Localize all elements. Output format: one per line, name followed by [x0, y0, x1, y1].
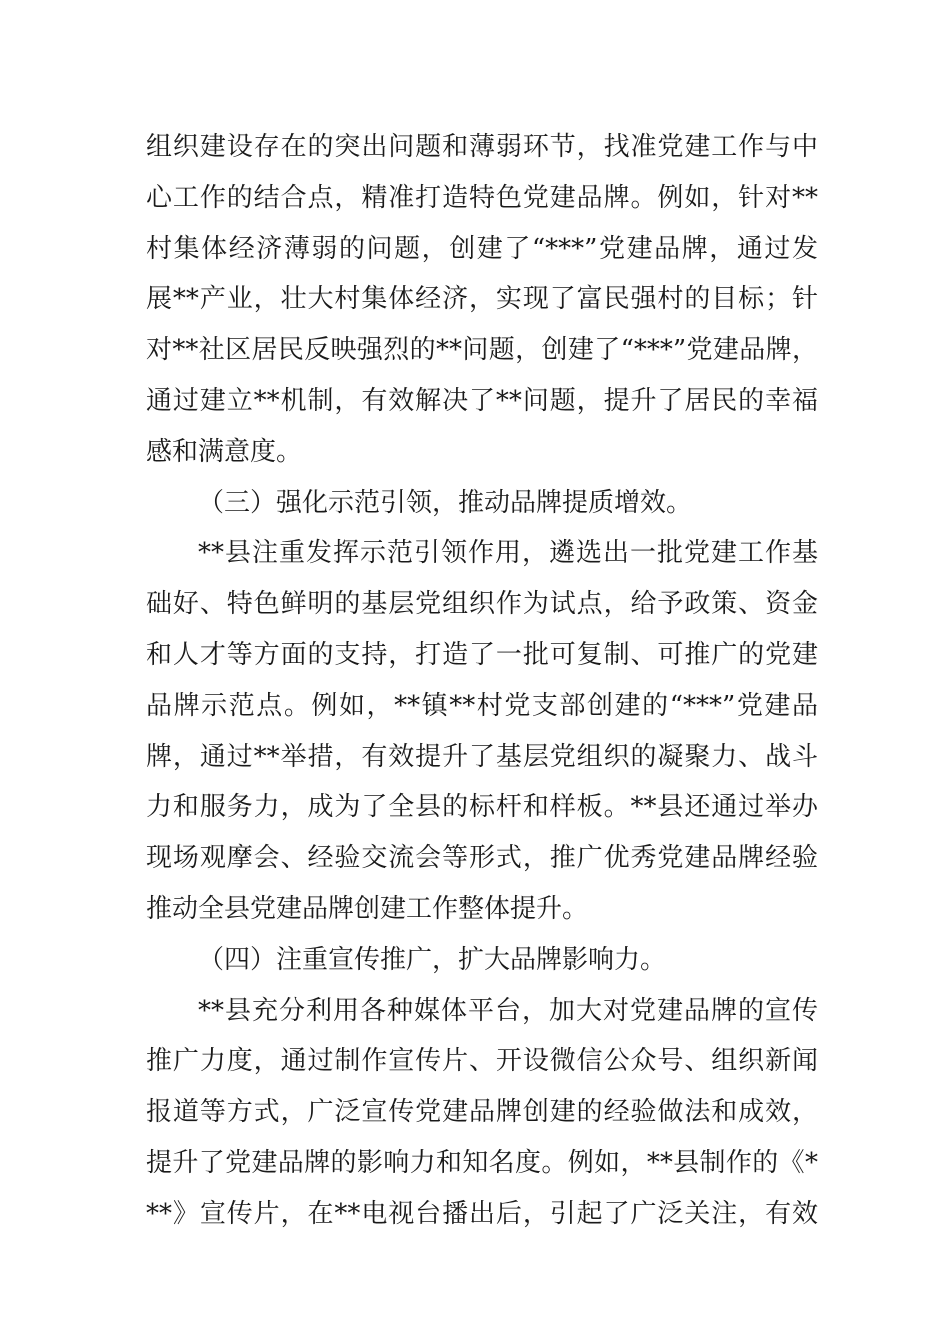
- text-line: 品牌示范点。例如，**镇**村党支部创建的“***”党建品: [146, 690, 818, 721]
- paragraph-publicity: [146, 986, 818, 1240]
- text-line: 推广力度，通过制作宣传片、开设微信公众号、组织新闻: [146, 1046, 818, 1077]
- heading-line: （四）注重宣传推广，扩大品牌影响力。: [198, 944, 667, 975]
- text-line: 牌，通过**举措，有效提升了基层党组织的凝聚力、战斗: [146, 741, 818, 772]
- text-line: 报道等方式，广泛宣传党建品牌创建的经验做法和成效，: [146, 1097, 818, 1128]
- text-line: 提升了党建品牌的影响力和知名度。例如，**县制作的《*: [146, 1147, 818, 1178]
- document-page: [146, 122, 818, 1240]
- text-line: **县注重发挥示范引领作用，遴选出一批党建工作基: [198, 538, 818, 569]
- text-line: 对**社区居民反映强烈的**问题，创建了“***”党建品牌，: [146, 335, 818, 366]
- text-line: 推动全县党建品牌创建工作整体提升。: [146, 893, 589, 924]
- text-line: 础好、特色鲜明的基层党组织作为试点，给予政策、资金: [146, 589, 818, 620]
- section-heading-4: [146, 935, 818, 986]
- section-heading-3: [146, 478, 818, 529]
- text-line: 心工作的结合点，精准打造特色党建品牌。例如，针对**: [146, 182, 818, 213]
- text-line: **》宣传片，在**电视台播出后，引起了广泛关注，有效: [146, 1198, 818, 1229]
- paragraph-demonstration: [146, 528, 818, 934]
- paragraph-brand-targeting: [146, 122, 818, 478]
- text-line: 村集体经济薄弱的问题，创建了“***”党建品牌，通过发: [146, 233, 818, 264]
- text-line: 组织建设存在的突出问题和薄弱环节，找准党建工作与中: [146, 132, 818, 162]
- text-line: 力和服务力，成为了全县的标杆和样板。**县还通过举办: [146, 792, 818, 823]
- heading-line: （三）强化示范引领，推动品牌提质增效。: [198, 487, 693, 518]
- text-line: 通过建立**机制，有效解决了**问题，提升了居民的幸福: [146, 385, 818, 416]
- text-line: 和人才等方面的支持，打造了一批可复制、可推广的党建: [146, 639, 818, 670]
- text-line: 感和满意度。: [146, 436, 303, 467]
- text-line: 展**产业，壮大村集体经济，实现了富民强村的目标；针: [146, 284, 818, 315]
- text-line: **县充分利用各种媒体平台，加大对党建品牌的宣传: [198, 995, 818, 1026]
- text-line: 现场观摩会、经验交流会等形式，推广优秀党建品牌经验: [146, 843, 818, 874]
